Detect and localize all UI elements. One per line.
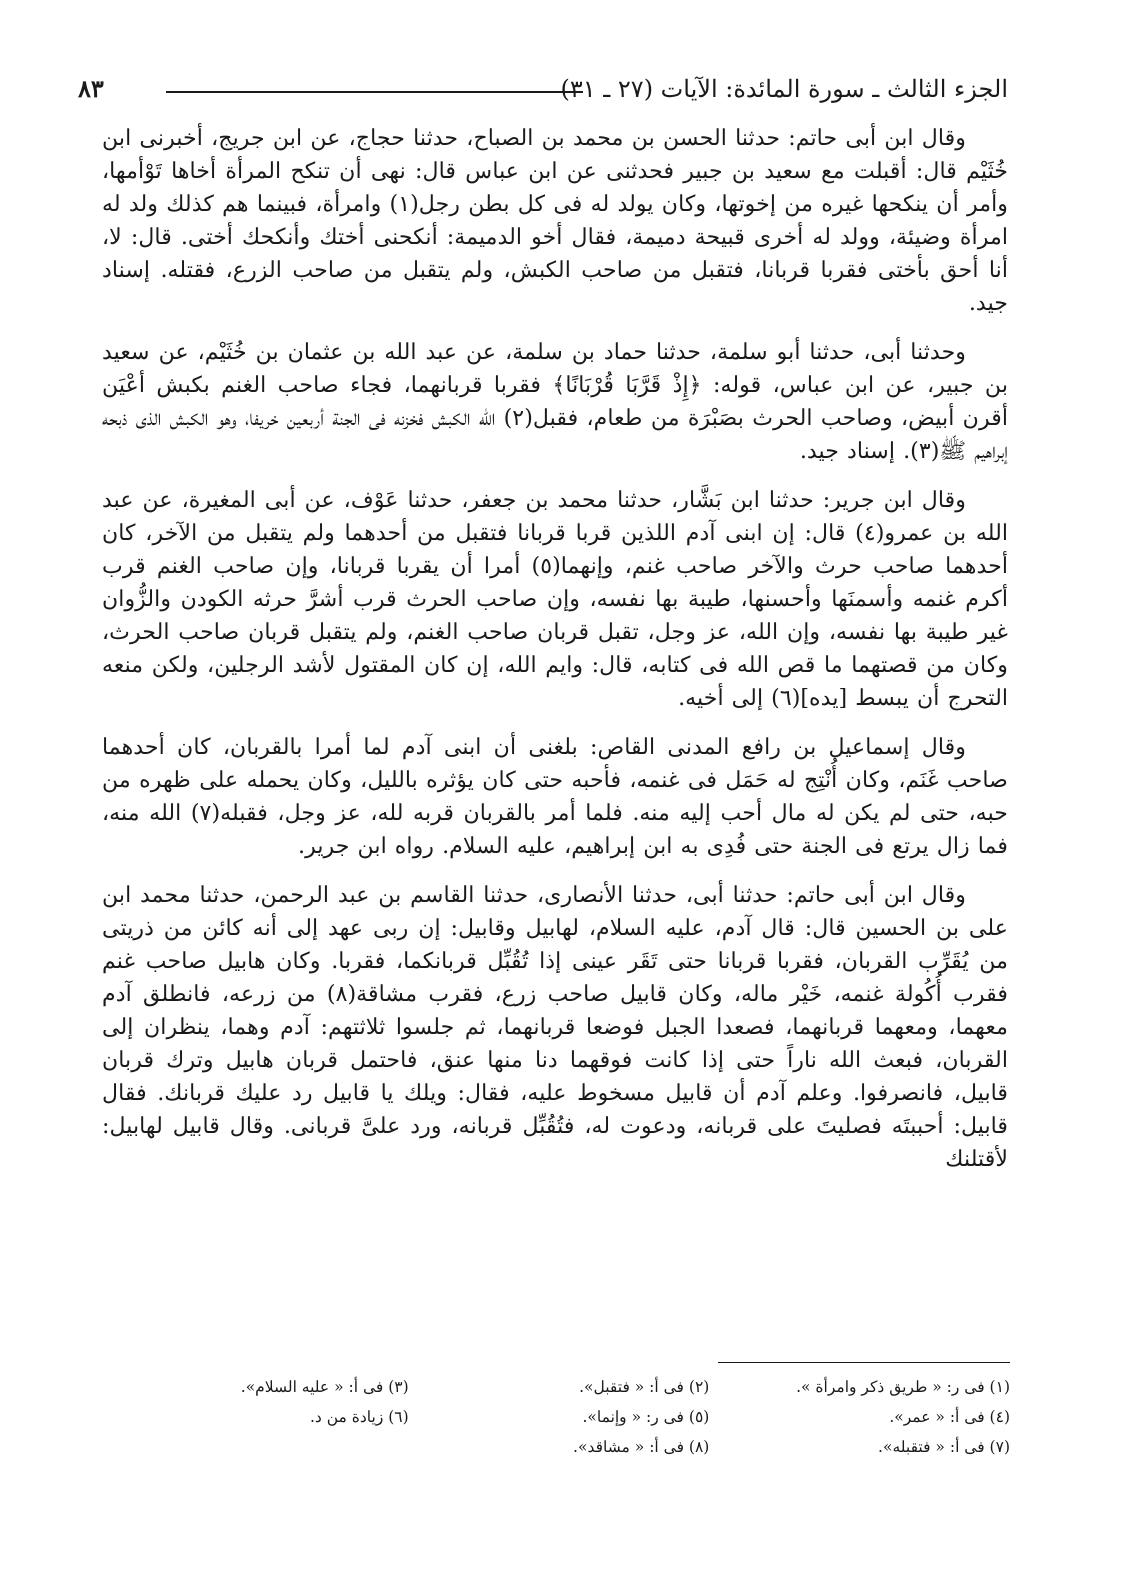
- footnote: (٥) فى ر: « وإنما».: [582, 1408, 710, 1426]
- footnote: (٣) فى أ: « عليه السلام».: [240, 1378, 409, 1396]
- footnote: (٨) فى أ: « مشاقد».: [573, 1438, 710, 1456]
- page-number: ٨٣: [78, 74, 104, 103]
- header-title: الجزء الثالث ـ سورة المائدة: الآيات (٢٧ ـ ٣١): [560, 75, 1008, 103]
- paragraph: وقال إسماعيل بن رافع المدنى القاص: بلغنى أن ابنى آدم لما أمرا بالقربان، كان أحدهما صاحب غَنَم، وكان أُنْتِج له حَمَل فى غنمه، فأحبه حتى كان يؤثره بالليل، وكان يحمله على ظهره من حبه، حتى لم يكن له مال أحب إليه منه. فلما أمر بالقربان قربه لله، عز وجل، فقبله(٧) الله منه، فما زال يرتع فى الجنة حتى فُدِى به ابن إبراهيم، عليه السلام. رواه ابن جرير.: [102, 734, 1008, 859]
- footnote: (١) فى ر: « طريق ذكر وامرأة ».: [796, 1378, 1010, 1396]
- running-header: [78, 66, 1008, 112]
- body-text: [102, 122, 1008, 1192]
- footnote: (٤) فى أ: « عمر».: [889, 1408, 1010, 1426]
- paragraph: وقال ابن أبى حاتم: حدثنا الحسن بن محمد بن الصباح، حدثنا حجاج، عن ابن جريج، أخبرنى ابن خُثَيْم قال: أقبلت مع سعيد بن جبير فحدثنى عن ابن عباس قال: نهى أن تنكح المرأة أخاها تَوْأمها، وأمر أن ينكحها غيره من إخوتها، وكان يولد له فى كل بطن رجل(١) وامرأة، فبينما هم كذلك ولد له امرأة وضيئة، وولد له أخرى قبيحة دميمة، فقال أخو الدميمة: أنكحنى أختك وأنكحك أختى. قال: لا، أنا أحق بأختى فقربا قربانا، فتقبل من صاحب الكبش، ولم يتقبل من صاحب الزرع، فقتله. إسناد جيد.: [102, 125, 1009, 316]
- footnotes: [138, 1374, 1010, 1460]
- footnote: (٢) فى أ: « فتقبل».: [579, 1378, 710, 1396]
- paragraph: وقال ابن أبى حاتم: حدثنا أبى، حدثنا الأنصارى، حدثنا القاسم بن عبد الرحمن، حدثنا محمد ابن على بن الحسين قال: قال آدم، عليه السلام، لهابيل وقابيل: إن ربى عهد إلى أنه كائن من ذريتى من يُقَرِّب القربان، فقربا قربانا حتى تَقَر عينى إذا تُقُبِّل قربانكما، فقربا. وكان هابيل صاحب غنم فقرب أُكُولة غنمه، خَيْر ماله، وكان قابيل صاحب زرع، فقرب مشاقة(٨) من زرعه، فانطلق آدم معهما، ومعهما قربانهما، فصعدا الجبل فوضعا قربانهما، ثم جلسوا ثلاثتهم: آدم وهما، ينظران إلى القربان، فبعث الله ناراً حتى إذا كانت فوقهما دنا منها عنق، فاحتمل قربان هابيل وترك قربان قابيل، فانصرفوا. وعلم آدم أن قابيل مسخوط عليه، فقال: ويلك يا قابيل رد عليك قربانك. فقال قابيل: أحببتَه فصليتَ على قربانه، ودعوت له، فتُقُبِّل قربانه، ورد علىَّ قربانى. وقال قابيل لهابيل: لأقتلنك: [102, 882, 1008, 1172]
- paragraph: وقال ابن جرير: حدثنا ابن بَشَّار، حدثنا محمد بن جعفر، حدثنا عَوْف، عن أبى المغيرة، عن عبد الله بن عمرو(٤) قال: إن ابنى آدم اللذين قربا قربانا فتقبل من أحدهما ولم يتقبل من الآخر، كان أحدهما صاحب حرث والآخر صاحب غنم، وإنهما(٥) أمرا أن يقربا قربانا، وإن صاحب الغنم قرب أكرم غنمه وأسمنَها وأحسنها، طيبة بها نفسه، وإن صاحب الحرث قرب أشرَّ حرثه الكودن والزُّوان غير طيبة بها نفسه، وإن الله، عز وجل، تقبل قربان صاحب الغنم، ولم يتقبل قربان صاحب الحرث، وكان من قصتهما ما قص الله فى كتابه، قال: وايم الله، إن كان المقتول لأشد الرجلين، ولكن منعه التحرج أن يبسط [يده](٦) إلى أخيه.: [102, 487, 1008, 711]
- footnote: (٧) فى أ: « فتقبله».: [878, 1438, 1010, 1456]
- footnote-rule: [718, 1362, 1010, 1363]
- paragraph: وحدثنا أبى، حدثنا أبو سلمة، حدثنا حماد بن سلمة، عن عبد الله بن عثمان بن خُثَيْم، عن سعيد بن جبير، عن ابن عباس، قوله: ﴿إِذْ قَرَّبَا قُرْبَانًا﴾ فقربا قربانهما، فجاء صاحب الغنم بكبش أعْيَن أقرن أبيض، وصاحب الحرث بصَبْرَة من طعام، فقبل(٢) الله الكبش فخزنه فى الجنة أربعين خريفا، وهو الكبش الذى ذبحه إبراهيم ﷺ(٣). إسناد جيد.: [102, 339, 1008, 464]
- footnote: (٦) زيادة من د.: [309, 1408, 409, 1426]
- header-rule: [166, 91, 583, 93]
